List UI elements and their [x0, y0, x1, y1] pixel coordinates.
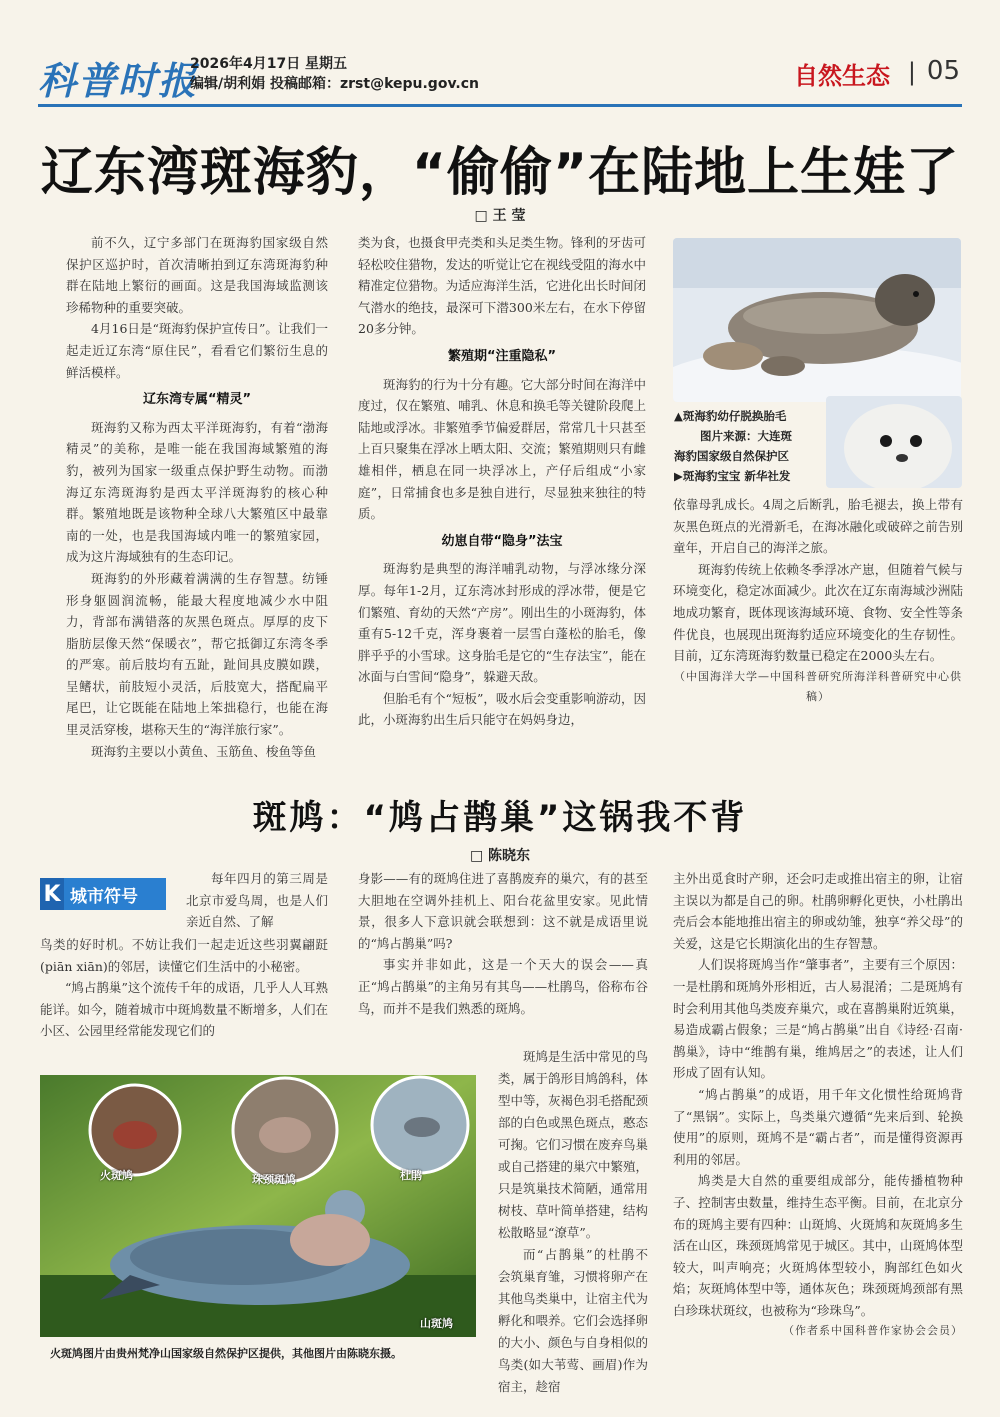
headline-dove: 斑鸠：“鸠占鹊巢”这锅我不背	[252, 798, 748, 838]
caption-line: ▶斑海豹宝宝 新华社发	[674, 469, 791, 483]
seal-pup-photo	[826, 396, 962, 488]
section-separator: |	[907, 58, 916, 86]
article1-column-2	[358, 232, 646, 731]
paragraph: 斑海豹传统上依赖冬季浮冰产崽，但随着气候与环境变化，稳定冰面减少。此次在辽东南海域沙洲陆地成功繁育，既体现该海域环境、食物、安全性等条件优良，也展现出斑海豹适应环境变化的生存韧性。目前，辽东湾斑海豹数量已稳定在2000头左右。	[673, 561, 963, 664]
paragraph: 类为食，也摄食甲壳类和头足类生物。锋利的牙齿可轻松咬住猎物，发达的听觉让它在视线受阻的海水中精准定位猎物。为适应海洋生活，它进化出长时间闭气潜水的绝技，最深可下潜300米左右，在水下停留20多分钟。	[358, 235, 646, 337]
subheading: 辽东湾专属“精灵”	[142, 392, 252, 408]
article2-column-1-top	[186, 868, 328, 933]
caption-line: ▲斑海豹幼仔脱换胎毛	[674, 409, 787, 423]
masthead-rule	[38, 104, 962, 107]
paragraph: 斑海豹的行为十分有趣。它大部分时间在海洋中度过，仅在繁殖、哺乳、休息和换毛等关键阶段爬上陆地或浮冰。非繁殖季节偏爱群居，常常几十只甚至上百只聚集在浮冰上晒太阳、交流；繁殖期则只有雌雄相伴，栖息在同一块浮冰上，产仔后组成“小家庭”，日常捕食也多是独自进行，尽显独来独往的特质。	[358, 376, 646, 522]
article2-column-3	[673, 868, 963, 1341]
article1-column-1	[66, 232, 328, 762]
paragraph: 4月16日是“斑海豹保护宣传日”。让我们一起走近辽东湾“原住民”，看看它们繁衍生息的鲜活模样。	[66, 321, 328, 380]
paragraph: “鸠占鹊巢”这个流传千年的成语，几乎人人耳熟能详。如今，随着城市中斑鸠数量不断增多，人们在小区、公园里经常能发现它们的	[40, 980, 328, 1039]
bird-label-cuckoo: 杜鹃	[400, 1169, 422, 1182]
subheading: 繁殖期“注重隐私”	[447, 348, 557, 364]
bird-label-spotted-dove: 珠颈斑鸠	[252, 1173, 296, 1186]
paragraph: 事实并非如此，这是一个天大的误会——真正“鸠占鹊巢”的主角另有其鸟——杜鹃鸟，俗称布谷鸟，而并不是我们熟悉的斑鸠。	[358, 957, 648, 1016]
page-number: 05	[926, 56, 960, 86]
paragraph: 斑海豹主要以小黄鱼、玉筋鱼、梭鱼等鱼	[91, 743, 317, 759]
paragraph: 斑鸠是生活中常见的鸟类，属于鸽形目鸠鸽科，体型中等，灰褐色羽毛搭配颈部的白色或黑色斑点，憨态可掬。它们习惯在废弃鸟巢或自己搭建的巢穴中繁殖，只是筑巢技术简陋，通常用树枝、草叶简单搭建，结构松散略显“潦草”。	[498, 1049, 649, 1240]
paragraph: 斑海豹的外形藏着满满的生存智慧。纺锤形身躯圆润流畅，能最大程度地减少水中阻力，背部布满错落的灰黑色斑点。厚厚的皮下脂肪层像天然“保暖衣”，帮它抵御辽东湾冬季的严寒。前后肢均有五趾，趾间具皮膜如蹼，呈鳍状，前肢短小灵活，后肢宽大，搭配扁平尾巴，让它既能在陆地上笨拙稳行，也能在海里灵活穿梭，堪称天生的“海洋旅行家”。	[66, 570, 328, 738]
headline-seal: 辽东湾斑海豹，“偷偷”在陆地上生娃了	[40, 143, 960, 203]
paragraph: 斑海豹又称为西太平洋斑海豹，有着“渤海精灵”的美称，是唯一能在我国海域繁殖的海豹，被列为国家一级重点保护野生动物。而渤海辽东湾斑海豹是西太平洋斑海豹的核心种群。繁殖地既是该物种全球八大繁殖区中最靠南的一处，也是我国海域内唯一的繁殖家园，成为这片海域独有的生态印记。	[66, 419, 328, 565]
article2-credit: （作者系中国科普作家协会会员）	[783, 1324, 963, 1338]
paragraph: 主外出觅食时产卵，还会叼走或推出宿主的卵，让宿主误以为都是自己的卵。杜鹃卵孵化更快，小杜鹃出壳后会本能地推出宿主的卵或幼雏，独享“养父母”的关爱，这是它长期演化出的生存智慧。	[673, 871, 963, 951]
paragraph: 人们误将斑鸠当作“肇事者”，主要有三个原因：一是杜鹃和斑鸠外形相近，古人易混淆；二是斑鸠有时会利用其他鸟类废弃巢穴，或在喜鹊巢附近筑巢，易造成霸占假象；三是“鸠占鹊巢”出自《诗经·召南·鹊巢》，诗中“维鹊有巢，维鸠居之”的表述，让人们形成了固有认知。	[673, 957, 963, 1081]
article1-column-3	[673, 494, 963, 707]
paragraph: 而“占鹊巢”的杜鹃不会筑巢育雏，习惯将卵产在其他鸟类巢中，让宿主代为孵化和喂养。它们会选择卵的大小、颜色与自身相似的鸟类(如大苇莺、画眉)作为宿主，趁宿	[498, 1247, 649, 1394]
paragraph: “鸠占鹊巢”的成语，用千年文化惯性给斑鸠背了“黑锅”。实际上，鸟类巢穴遵循“先来后到、轮换使用”的原则，斑鸠不是“霸占者”，而是懂得资源再利用的邻居。	[673, 1086, 963, 1167]
paragraph: 依靠母乳成长。4周之后断乳，胎毛褪去，换上带有灰黑色斑点的光滑新毛，在海冰融化或破碎之前告别童年，开启自己的海洋之旅。	[673, 497, 963, 556]
seal-adult-photo	[673, 238, 961, 402]
paragraph: 前不久，辽宁多部门在斑海豹国家级自然保护区巡护时，首次清晰拍到辽东湾斑海豹种群在陆地上繁衍的画面。这是我国海域监测该珍稀物种的重要突破。	[66, 235, 328, 315]
caption-line: 图片来源：大连斑	[700, 429, 792, 443]
masthead-info	[190, 54, 479, 94]
paragraph: 但胎毛有个“短板”，吸水后会变重影响游动，因此，小斑海豹出生后只能守在妈妈身边，	[358, 690, 646, 728]
paragraph: 身影——有的斑鸠住进了喜鹊废弃的巢穴，有的甚至大胆地在空调外挂机上、阳台花盆里安家。见此情景，很多人下意识就会联想到：这不就是成语里说的“鸠占鹊巢”吗?	[358, 871, 648, 951]
article2-column-1	[40, 934, 328, 1042]
editor-contact: 编辑/胡利娟 投稿邮箱：zrst@kepu.gov.cn	[190, 76, 480, 92]
dove-photo	[40, 1075, 476, 1337]
dove-photo-caption: 火斑鸠图片由贵州梵净山国家级自然保护区提供，其他图片由陈晓东摄。	[50, 1347, 402, 1360]
watermark-label: 山斑鸠	[420, 1317, 453, 1330]
subheading: 幼崽自带“隐身”法宝	[441, 533, 563, 549]
article2-column-2	[498, 1046, 648, 1398]
article2-column-2-top	[358, 868, 648, 1019]
paragraph: 鸠类是大自然的重要组成部分，能传播植物种子、控制害虫数量，维持生态平衡。目前，在北京分布的斑鸠主要有四种：山斑鸠、火斑鸠和灰斑鸠多生活在山区，珠颈斑鸠常见于城区。其中，山斑鸠体型较大，叫声响亮；火斑鸠体型较小，胸部红色如火焰；灰斑鸠体型中等，通体灰色；珠颈斑鸠颈部有黑白珍珠状斑纹，也被称为“珍珠鸟”。	[673, 1173, 963, 1318]
badge-label: 城市符号	[64, 878, 166, 910]
section-title: 自然生态	[794, 62, 890, 90]
bird-label-fire-dove: 火斑鸠	[100, 1169, 133, 1182]
newspaper-logo: 科普时报	[38, 58, 199, 103]
caption-line: 海豹国家级自然保护区	[674, 449, 789, 463]
seal-photo-caption	[674, 406, 824, 486]
paragraph: 鸟类的好时机。不妨让我们一起走近这些羽翼翩跹(piān xiān)的邻居，读懂它们生活中的小秘密。	[40, 937, 328, 974]
byline-seal: □ 王 莹	[474, 208, 526, 224]
badge-k-mark: K	[40, 878, 64, 910]
paragraph: 每年四月的第三周是北京市爱鸟周，也是人们亲近自然、了解	[186, 871, 328, 930]
paragraph: 斑海豹是典型的海洋哺乳动物，与浮冰缘分深厚。每年1-2月，辽东湾冰封形成的浮冰带，便是它们繁殖、育幼的天然“产房”。刚出生的小斑海豹，体重有5-12千克，浑身裹着一层雪白蓬松的胎毛，像胖乎乎的小雪球。这身胎毛是它的“生存法宝”，能在冰面与白雪间“隐身”，躲避天敌。	[358, 561, 646, 685]
article1-credit: （中国海洋大学—中国科普研究所海洋科普研究中心供稿）	[674, 669, 962, 703]
city-symbol-badge	[40, 878, 166, 910]
byline-dove: □ 陈晓东	[469, 848, 531, 864]
issue-date: 2026年4月17日 星期五	[190, 56, 348, 72]
